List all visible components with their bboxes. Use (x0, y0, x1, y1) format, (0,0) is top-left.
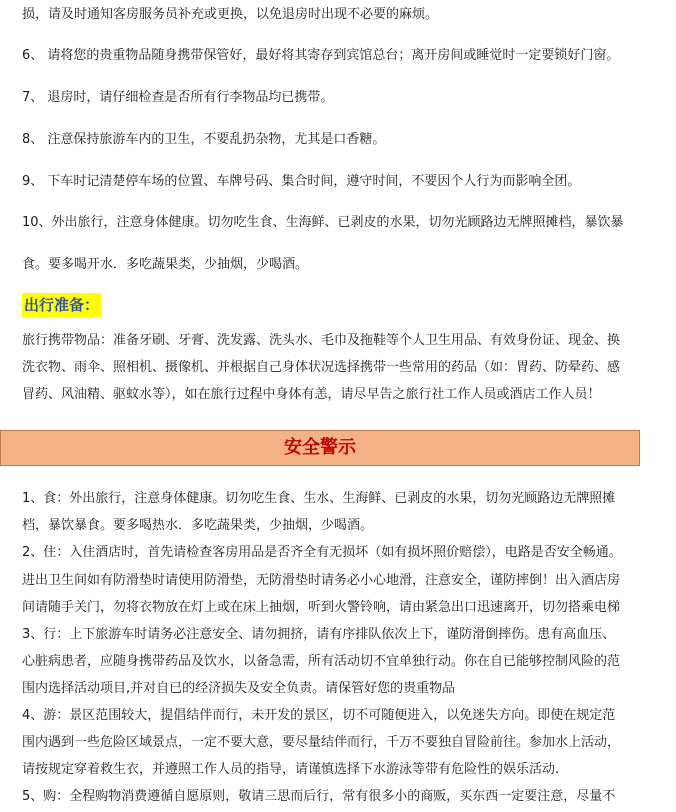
notice-line: 9、 下车时记清楚停车场的位置、车牌号码、集合时间，遵守时间，不要因个人行为而影响全团。 (22, 174, 581, 189)
safety-line: 进出卫生间如有防滑垫时请使用防滑垫，无防滑垫时请务必小心地滑，注意安全，谨防摔倒！出入酒店房 (22, 573, 621, 588)
safety-line: 请按规定穿着救生衣，并遵照工作人员的指导，请谨慎选择下水游泳等带有危险性的娱乐活动. (22, 762, 560, 777)
safety-line: 档，暴饮暴食。要多喝热水．多吃蔬果类，少抽烟，少喝酒。 (22, 518, 374, 533)
notice-line: 10、外出旅行，注意身体健康。切勿吃生食、生海鲜、已剥皮的水果，切勿光顾路边无牌照摊档，暴饮暴 (22, 215, 624, 230)
safety-line: 心脏病患者，应随身携带药品及饮水，以备急需，所有活动切不宜单独行动。你在自已能够控制风险的范 (22, 654, 621, 669)
safety-banner: 安全警示 (0, 430, 640, 466)
notice-line: 8、 注意保持旅游车内的卫生，不要乱扔杂物，尤其是口香糖。 (22, 132, 386, 147)
notice-line: 食。要多喝开水．多吃蔬果类，少抽烟，少喝酒。 (22, 257, 309, 272)
safety-line: 围内选择活动项目,并对自已的经济损失及安全负责。请保管好您的贵重物品 (22, 681, 456, 696)
safety-line: 5、购：全程购物消费遵循自愿原则，敬请三思而后行，常有很多小的商贩，买东西一定要注意，尽量不 (22, 789, 616, 804)
safety-line: 间请随手关门，勿将衣物放在灯上或在床上抽烟，听到火警铃响，请由紧急出口迅速离开，切勿搭乘电梯 (22, 600, 621, 615)
safety-line: 1、食：外出旅行，注意身体健康。切勿吃生食、生水、生海鲜、已剥皮的水果，切勿光顾路边无牌照摊 (22, 491, 616, 506)
safety-line: 4、游：景区范围较大，提倡结伴而行，未开发的景区，切不可随便进入，以免迷失方向。即使在规定范 (22, 708, 616, 723)
safety-line: 围内遇到一些危险区域景点，一定不要大意，要尽量结伴而行，千万不要独自冒险前往。参加水上活动， (22, 735, 621, 750)
prep-line: 冒药、风油精、驱蚊水等），如在旅行过程中身体有恙，请尽早告之旅行社工作人员或酒店工作人员！ (22, 387, 601, 402)
prep-line: 旅行携带物品：准备牙刷、牙膏、洗发露、洗头水、毛巾及拖鞋等个人卫生用品、有效身份证、现金、换 (22, 333, 621, 348)
notice-line: 6、 请将您的贵重物品随身携带保管好，最好将其寄存到宾馆总台；离开房间或睡觉时一定要锁好门窗。 (22, 48, 620, 63)
notice-line: 损，请及时通知客房服务员补充或更换，以免退房时出现不必要的麻烦。 (22, 7, 439, 22)
safety-line: 3、行：上下旅游车时请务必注意安全、请勿拥挤，请有序排队依次上下，谨防滑倒摔伤。患有高血压、 (22, 627, 616, 642)
prep-heading: 出行准备： (22, 293, 101, 317)
safety-line: 2、住：入住酒店时，首先请检查客房用品是否齐全有无损坏（如有损坏照价赔偿），电路是否安全畅通。 (22, 545, 622, 560)
notice-line: 7、 退房时，请仔细检查是否所有行李物品均已携带。 (22, 90, 334, 105)
prep-line: 洗衣物、雨伞、照相机、摄像机、并根据自己身体状况选择携带一些常用的药品（如：胃药、防晕药、感 (22, 360, 621, 375)
